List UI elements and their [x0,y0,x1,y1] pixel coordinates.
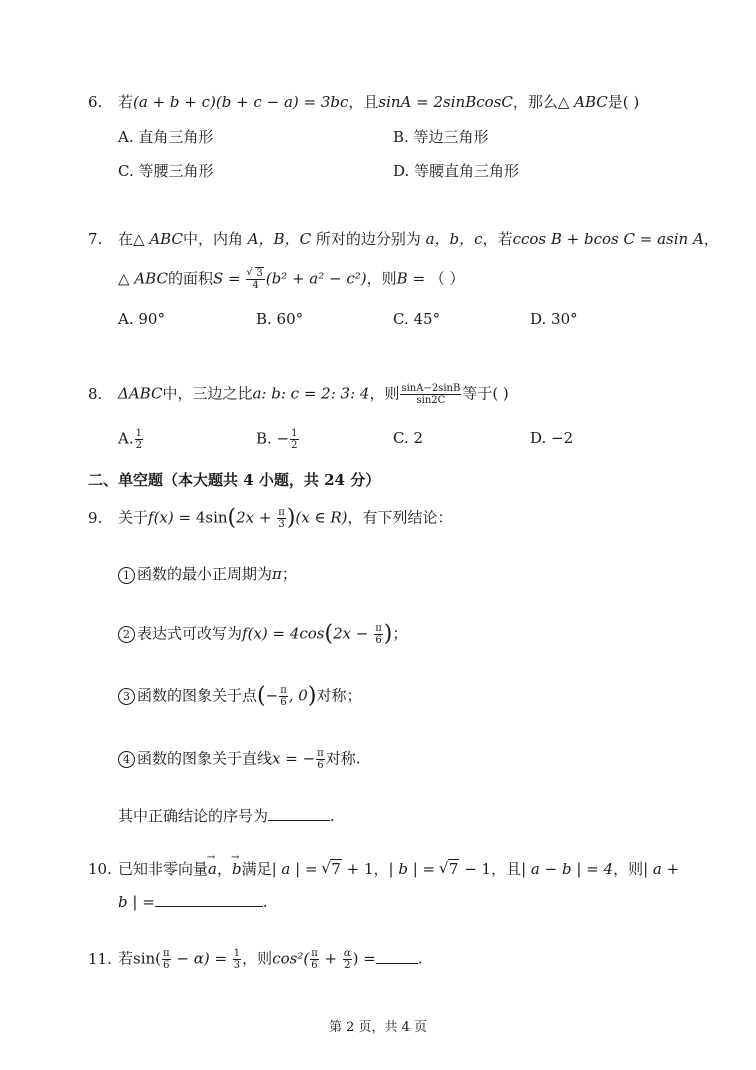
fraction [279,685,288,708]
radicand: 7 [331,860,341,878]
math: ccos B + bcos C = asin A [512,230,704,248]
fraction [290,428,298,451]
text: 在△ [118,230,150,248]
text: △ [118,269,135,288]
math: B [396,269,408,288]
math: x = − [272,749,316,768]
circled-number: 2 [118,626,135,643]
math: + [319,949,342,968]
math: cos²( [272,949,310,968]
circled-number: 4 [118,751,135,768]
question-6 [88,92,639,112]
text: ，若 [482,230,513,248]
fraction [246,268,264,291]
math: ΔABC [118,384,163,403]
q6-option-c: C. 等腰三角形 [118,162,214,180]
text: ，那么△ [512,93,575,111]
text: ，且 [491,860,522,878]
answer-blank[interactable] [155,892,263,907]
q8-option-a [118,428,144,451]
q9-answer-line [118,806,335,826]
text: 关于 [118,508,149,527]
question-number: 6. [88,93,103,111]
q6-option-a: A. 直角三角形 [118,128,214,146]
denominator: 2 [291,440,298,451]
question-10 [88,859,679,879]
denominator: 3 [233,960,241,971]
fraction [310,948,319,971]
fraction [233,948,241,971]
numerator: 1 [291,428,298,439]
text: ，则 [366,269,397,288]
question-number: 8. [88,384,103,403]
numerator: π [317,748,324,759]
question-number: 10. [88,860,112,878]
denominator: 6 [311,960,318,971]
question-number: 11. [88,949,112,968]
math: = 4sin [173,508,228,527]
q8-option-d: D. −2 [530,429,574,447]
fraction [343,948,352,971]
text: 对称； [316,686,362,705]
fraction [135,428,143,451]
answer-blank[interactable] [268,806,330,821]
text: 表达式可改写为 [137,624,243,643]
math: A，B，C [247,230,312,248]
circled-number: 1 [118,567,135,584]
math: | a | = [271,860,323,878]
math: | a + [643,860,680,878]
sqrt [440,859,460,879]
circled-number: 3 [118,688,135,705]
text: . [330,807,335,825]
text: 中，内角 [182,230,248,248]
q7-option-a: A. 90° [118,310,165,328]
text: = [223,269,246,288]
question-10-line-2 [118,892,268,912]
math: a: b: c = 2: 3: 4 [252,384,370,403]
q7-option-c: C. 45° [393,310,441,328]
math: | b | = [388,860,440,878]
numerator: π [280,685,287,696]
text: 的面积 [167,269,213,288]
text: 其中正确结论的序号为 [118,807,269,825]
math: sinA = 2sinBcosC [378,93,513,111]
math: 2x + [236,508,277,527]
statement-4 [118,748,361,771]
question-7 [88,229,719,249]
math: ) = [352,949,376,968]
text: . [262,893,268,911]
math: ABC [149,230,183,248]
denominator: sin2C [416,395,446,406]
text: ，则 [369,384,400,403]
q8-option-b [256,428,300,451]
page-footer: 第 2 页，共 4 页 [328,1020,428,1035]
text: 是( ) [607,93,640,111]
numerator: 1 [233,948,241,959]
math: ABC [134,269,168,288]
text: 对称. [325,749,361,768]
sqrt [322,859,342,879]
math: − α) = [171,949,232,968]
q6-option-b: B. 等边三角形 [393,128,489,146]
statement-3: 3 函数的图象关于点(− $\frac{\pi}{6}$ , 0)对称； [118,685,361,708]
numerator: π [375,623,382,634]
text: ，则 [242,949,273,968]
math: 若sin( [118,949,162,968]
denominator: 4 [252,280,259,291]
denominator: 3 [278,519,285,530]
numerator: π [311,948,318,959]
text: 函数的最小正周期为 [137,565,273,583]
question-number: 9. [88,508,103,527]
q6-option-d: D. 等腰直角三角形 [393,162,520,180]
numerator: π [278,507,285,518]
question-9: 9. 关于f(x) = 4sin(2x + $\frac{\pi}{3}$ )(x ∈ R)，有下列结论： [88,505,453,531]
fraction [277,507,286,530]
option-label: B. − [256,429,290,448]
q7-option-d: D. 30° [530,310,578,328]
math: (b² + a² − c²) [265,269,367,288]
math: − [265,686,279,705]
math: f(x) = 4cos [242,624,325,643]
math: π [272,565,282,583]
denominator: 6 [375,635,382,646]
denominator: 6 [280,697,287,708]
numerator: π [163,948,170,959]
text: . [417,949,423,968]
math: , 0 [288,686,308,705]
text: 所对的边分别为 [311,230,426,248]
section-heading: 二、单空题（本大题共 4 小题，共 24 分） [88,471,381,489]
text: ， [703,230,719,248]
denominator: 6 [317,760,324,771]
math: f(x) [148,508,174,527]
math: ABC [574,93,608,111]
numerator: sinA−2sinB [401,383,461,394]
text: ， [216,860,232,878]
math: 2x − [333,624,374,643]
text: 等于( ) [462,384,509,403]
text: 满足 [241,860,272,878]
text: ，且 [348,93,379,111]
numerator: α [343,948,351,959]
math: − 1 [459,860,492,878]
math: | a − b | = 4 [521,860,614,878]
option-label: A. [118,429,134,448]
math: (a + b + c)(b + c − a) = 3bc [133,93,349,111]
text: = （ ） [407,269,465,288]
text: ； [281,565,297,583]
denominator: 2 [344,960,351,971]
q8-option-c: C. 2 [393,429,424,447]
math: (x ∈ R) [295,508,348,527]
text: 中，三边之比 [162,384,253,403]
text: 函数的图象关于点 [137,686,258,705]
answer-blank[interactable] [376,949,418,964]
q7-option-b: B. 60° [256,310,304,328]
question-8 [88,383,509,406]
question-7-line-2 [118,268,465,291]
math: + 1 [341,860,374,878]
vector-a: → a [208,859,217,879]
text: 若 [118,93,134,111]
radicand: 7 [448,860,459,878]
numerator: 3 [256,268,263,279]
question-11 [88,948,423,971]
fraction [316,748,325,771]
text: ， [373,860,389,878]
denominator: 6 [163,960,170,971]
math: a，b，c [425,230,483,248]
fraction [374,623,383,646]
math: S [212,269,224,288]
text: ； [392,624,408,643]
numerator: 1 [135,428,142,439]
text: 函数的图象关于直线 [137,749,273,768]
text: ，有下列结论： [347,508,453,527]
text: ，则 [613,860,644,878]
math: b | = [118,893,155,911]
question-number: 7. [88,230,103,248]
vector-b: → b [232,859,242,879]
denominator: 2 [135,440,142,451]
statement-2: 2 表达式可改写为f(x) = 4cos(2x − $\frac{\pi}{6}$ )； [118,623,407,646]
fraction [162,948,171,971]
statement-1 [118,564,297,584]
fraction [400,383,461,406]
text: 已知非零向量 [118,860,209,878]
